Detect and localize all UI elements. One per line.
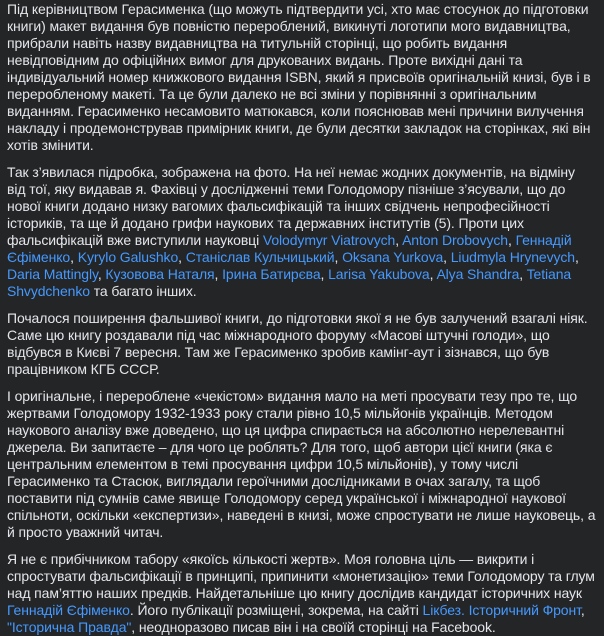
- paragraph-text: ,: [429, 266, 437, 282]
- paragraph-text: ,: [70, 249, 78, 265]
- paragraph-text: ,: [178, 249, 186, 265]
- mention-link[interactable]: Кузовова Наталя: [105, 266, 215, 282]
- paragraph-text: Під керівництвом Герасименка (що можуть підтвердити усі, хто має стосунок до підготовки книги) макет видання був повністю перероблений, викинуті логотипи мого видавництва, прибрали навіть назву видавництва на титульній сторінці, що робить видання невідповідним до офіційних вимог для друкованих видань. Проте вихідні дані та індивідуальний номер книжкового видання ISBN, який я присвоїв оригінальній книзі, був і в переробленому макеті. Та це були далеко не всі зміни у порівнянні з оригінальним виданням. Герасименко несамовито матюкався, коли пояснював мені причини вилучення накладу і продемонстрував примірник книги, де були десятки закладок на сторінках, які він хотів змінити.: [7, 1, 591, 153]
- mention-link[interactable]: Lікбез. Історичний Фронт: [422, 602, 581, 618]
- paragraph-text: ,: [507, 232, 516, 248]
- paragraph-text: ,: [580, 602, 585, 618]
- paragraph-text: Почалося поширення фальшивої книги, до підготовки якої я не був залучений взагалі ніяк. Саме цю книгу роздавали під час міжнародного форуму «Масові штучні голоди», що відбувся в Києві 7 вересня. Там же Герасименко зробив камінг-аут і зізнався, що був працівником КГБ СССР.: [7, 310, 588, 377]
- post-paragraph: [7, 388, 597, 541]
- paragraph-text: Так з’явилася підробка, зображена на фото. На неї немає жодних документів, на відміну від тої, яку видавав я. Фахівці у дослідженні теми Голодомору пізніше з’ясували, що до нової книги додано низку вагомих фальсифікацій та інших свідчень непрофесійності істориків, та ще й додано грифи наукових та державних інститутів (5). Проти цих фальсифікацій вже виступили науковці: [7, 164, 575, 248]
- post-paragraph: [7, 1, 597, 154]
- paragraph-text: ,: [214, 266, 223, 282]
- paragraph-text: ,: [97, 266, 106, 282]
- paragraph-text: . Його публікації розміщені, зокрема, на сайті: [129, 602, 423, 618]
- post-paragraph: [7, 310, 597, 378]
- mention-link[interactable]: Anton Drobovych: [402, 232, 508, 248]
- mention-link[interactable]: Volodymyr Viatrovych: [262, 232, 396, 248]
- mention-link[interactable]: Oksana Yurkova: [342, 249, 444, 265]
- paragraph-text: І оригінальне, і перероблене «чекістом» видання мало на меті просувати тезу про те, що жертвами Голодомору 1932-1933 року стали рівно 10,5 мільйонів українців. Методом наукового аналізу вже доведено, що ця цифра спирається на абсолютно нерелевантні джерела. Ви запитаєте – для чого це роблять? Для того, щоб автори цієї книги (яка є центральним елементом в темі просування цифри 10,5 мільйонів), у тому числі Герасименко та Стасюк, виглядали героїчними дослідниками в очах загалу, та щоб поставити під сумнів саме явище Голодомору серед української і міжнародної наукової спільноти, оскільки «експертизи», наведені в книзі, може спростувати не лише науковець, а й просто уважний читач.: [7, 388, 596, 540]
- mention-link[interactable]: Kyrylo Galushko: [77, 249, 179, 265]
- mention-link[interactable]: Tetiana Shvydchenko: [7, 266, 572, 299]
- paragraph-text: ,: [395, 232, 403, 248]
- mention-link[interactable]: Larisa Yakubova: [328, 266, 430, 282]
- paragraph-text: ,: [575, 249, 579, 265]
- paragraph-text: ,: [519, 266, 527, 282]
- mention-link[interactable]: Ірина Батирєва: [222, 266, 321, 282]
- mention-link[interactable]: "Історична Правда": [7, 619, 132, 635]
- paragraph-text: ,: [334, 249, 343, 265]
- paragraph-text: ,: [443, 249, 451, 265]
- paragraph-text: та багато інших.: [89, 283, 197, 299]
- mention-link[interactable]: Daria Mattingly: [7, 266, 98, 282]
- mention-link[interactable]: Станіслав Кульчицький: [185, 249, 335, 265]
- mention-link[interactable]: Alya Shandra: [436, 266, 520, 282]
- mention-link[interactable]: Геннадій Єфіменко: [7, 232, 572, 265]
- paragraph-text: Я не є прибічником табору «якоїсь кількості жертв». Моя головна ціль — викрити і спростувати фальсифікації в принципі, припинити «монетизацію» теми Голодомору та глум над пам’яттю наших предків. Найдетальніше цю книгу дослідив кандидат історичних наук: [7, 551, 595, 601]
- paragraph-text: ,: [320, 266, 329, 282]
- post-paragraph: [7, 551, 597, 636]
- mention-link[interactable]: Геннадій Єфіменко: [7, 602, 130, 618]
- mention-link[interactable]: Liudmyla Hrynevych: [450, 249, 575, 265]
- paragraph-text: , неодноразово писав він і на своїй сторінці на Facebook.: [131, 619, 496, 635]
- post-paragraph: [7, 164, 597, 300]
